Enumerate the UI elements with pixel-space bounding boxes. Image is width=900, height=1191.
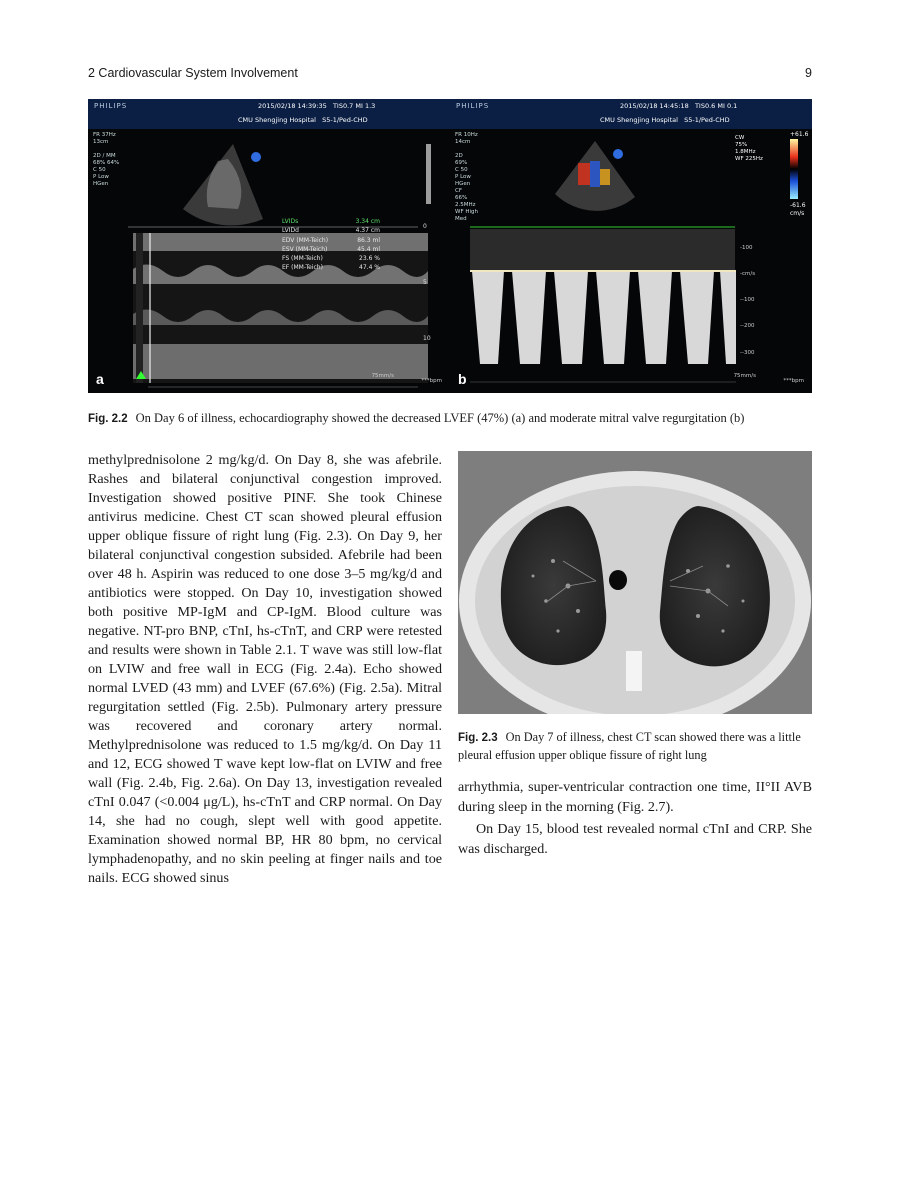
color-scale-bottom: -61.6 xyxy=(790,202,806,209)
echo-panel-b xyxy=(450,99,812,393)
measurement-row: LVIDd 4.37 cm xyxy=(282,227,380,235)
color-scale-unit: cm/s xyxy=(790,210,805,217)
doppler-image xyxy=(450,99,812,393)
measurement-table xyxy=(282,217,380,273)
paragraph: arrhythmia, super-ventricular contraction one time, II°II AVB during sleep in the morning (Fig. 2.7). xyxy=(458,779,812,815)
doppler-scale-tick: -100 xyxy=(740,245,753,251)
echo-datetime: 2015/02/18 14:45:18 xyxy=(620,102,689,110)
ct-scan-drawing xyxy=(458,451,812,714)
doppler-scale-tick: -cm/s xyxy=(740,271,756,277)
doppler-scale-tick: --300 xyxy=(740,350,755,356)
spine xyxy=(626,651,642,691)
color-scale-top: +61.6 xyxy=(790,131,809,138)
doppler-scale-tick: --200 xyxy=(740,323,755,329)
paragraph: On Day 15, blood test revealed normal cTnI and CRP. She was discharged. xyxy=(458,821,812,857)
echo-hospital: CMU Shengjing Hospital xyxy=(600,116,678,124)
heart-rate: ***bpm xyxy=(783,378,804,384)
caption-text: On Day 6 of illness, echocardiography showed the decreased LVEF (47%) (a) and moderate mitral valve regurgitation (b) xyxy=(135,411,745,425)
body-text-right xyxy=(458,778,812,859)
measurement-row: EF (MM-Teich) 47.4 % xyxy=(282,264,380,272)
echo-brand: PHILIPS xyxy=(456,102,490,110)
measurement-row: FS (MM-Teich) 23.6 % xyxy=(282,255,380,263)
page-number: 9 xyxy=(805,66,812,80)
figure-2-3-caption xyxy=(458,729,812,764)
body-text-left xyxy=(88,451,442,888)
mmode-image xyxy=(88,99,450,393)
doppler-envelopes xyxy=(472,271,736,364)
depth-tick: 5 xyxy=(423,279,427,286)
probe-marker-icon xyxy=(251,152,261,162)
depth-tick: 0 xyxy=(423,223,427,230)
caption-text: On Day 7 of illness, chest CT scan showed there was a little pleural effusion upper oblique fissure of right lung xyxy=(458,730,801,762)
figure-label: Fig. 2.3 xyxy=(458,732,498,744)
running-header xyxy=(88,66,812,84)
echo-brand: PHILIPS xyxy=(94,102,128,110)
cw-params: CW 75% 1.8MHz WF 225Hz xyxy=(735,135,763,162)
doppler-scale-tick: --100 xyxy=(740,297,755,303)
measurement-row: ESV (MM-Teich) 45.4 ml xyxy=(282,245,380,253)
heart-rate: ***bpm xyxy=(421,378,442,384)
color-scale-bar xyxy=(790,139,798,199)
chapter-title: 2 Cardiovascular System Involvement xyxy=(88,66,298,80)
measurement-row: EDV (MM-Teich) 86.3 ml xyxy=(282,236,380,244)
sweep-speed: 75mm/s xyxy=(371,373,394,379)
figure-label: Fig. 2.2 xyxy=(88,413,128,425)
echo-hospital: CMU Shengjing Hospital xyxy=(238,116,316,124)
trachea xyxy=(609,570,627,590)
paragraph: methylprednisolone 2 mg/kg/d. On Day 8, she was afebrile. Rashes and bilateral conjunctival congestion improved. Investigation showed positive PINF. She took Chinese antivirus medicine. Chest CT scan showed pleural effusion upper oblique fissure of right lung (Fig. 2.3). On Day 9, her bilateral conjunctival congestion subsided. Afebrile had been over 48 h. Aspirin was reduced to one dose 3–5 mg/kg/d and antibiotics were stopped. On Day 10, investigation showed both positive MP-IgM and CP-IgM. Blood culture was negative. NT-pro BNP, cTnI, hs-cTnT, and CRP were retested and results were shown in Table 2.1. T wave was still low-flat on LVIW and free wall in ECG (Fig. 2.4a). Echo showed normal LVED (43 mm) and LVEF (67.6%) (Fig. 2.5a). Mitral regurgitation settled (Fig. 2.5b). Pulmonary artery pressure was recovered and coronary artery normal. Methylprednisolone was reduced to 1.5 mg/kg/d. On Day 11 and 12, ECG showed T wave kept low-flat on LVIW and free wall (Fig. 2.4b, Fig. 2.6a). On Day 13, investigation revealed cTnI 0.047 (<0.004 μg/L), hs-cTnT and CRP normal. On Day 14, she had no cough, slept well with good appetite. Examination showed normal BP, HR 80 bpm, no cervical lymphadenopathy, and no skin peeling at finger nails and toe nails. ECG showed sinus xyxy=(88,452,442,886)
echo-panel-a xyxy=(88,99,450,393)
figure-2-2-caption xyxy=(88,411,812,426)
echo-probe: S5-1/Ped-CHD xyxy=(684,116,730,124)
sweep-speed: 75mm/s xyxy=(733,373,756,379)
panel-label-a: a xyxy=(96,371,104,387)
echo-index: TIS0.6 MI 0.1 xyxy=(694,102,738,110)
depth-tick: 10 xyxy=(423,335,431,342)
probe-marker-icon xyxy=(613,149,623,159)
echo-params: FR 10Hz 14cm 2D 69% C 50 P Low HGen CF 66% 2.5MHz WF High Med xyxy=(455,132,478,222)
echo-probe: S5-1/Ped-CHD xyxy=(322,116,368,124)
measurement-row: LVIDs 3.34 cm xyxy=(282,218,380,225)
ct-image xyxy=(458,451,812,714)
panel-label-b: b xyxy=(458,371,467,387)
echo-params: FR 37Hz 13cm 2D / MM 68% 64% C 50 P Low HGen xyxy=(93,132,120,187)
echo-index: TIS0.7 MI 1.3 xyxy=(332,102,376,110)
echo-datetime: 2015/02/18 14:39:35 xyxy=(258,102,327,110)
